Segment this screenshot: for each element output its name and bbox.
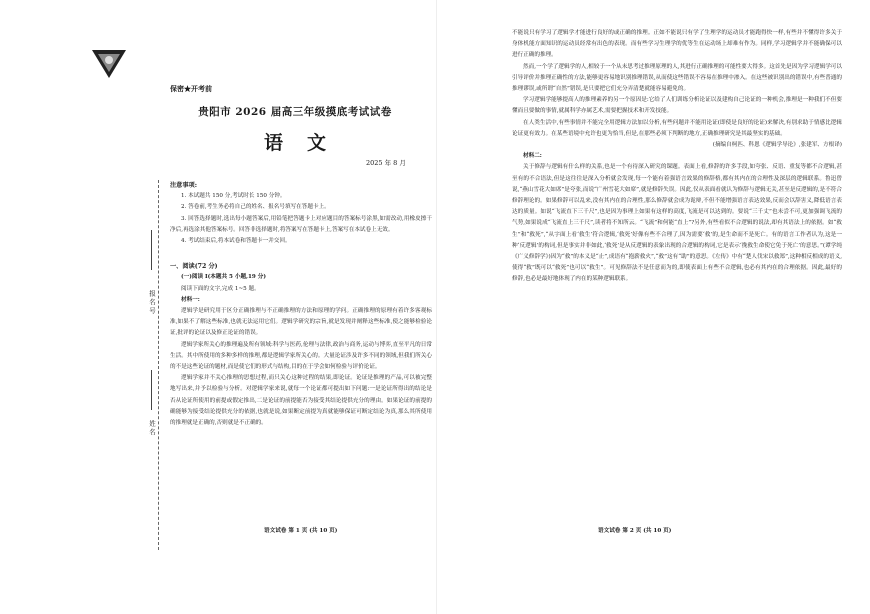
note-item: 1. 本试题共 150 分,考试时长 150 分钟。 xyxy=(181,193,286,200)
material-label: 材料一: xyxy=(181,296,200,303)
paragraph: 逻辑学是研究用于区分正确推理与不正确推理的方法和原理的学问。正确推理的原理有着许多客观标准,如果不了解这些标准,也就无法运用它们。逻辑学研究的宗旨,就是发现并阐释这些标准,使之能够检验论证,批评的论证以及修正论证的错误。 xyxy=(170,308,432,337)
paragraph: 在人类生活中,有些事情并不能完全用逻辑方法加以分析,有些问题并不能用论证(即使是良好的论证)来解决,有别求助于情感比逻辑论证更有效力。在某些语境中允许也更为恰当,但是,在那些必须下判断的地方,正确推理研究是其最坚实的基础。 xyxy=(512,119,842,137)
name-label: 姓名 xyxy=(148,420,156,437)
paragraph: 不能说只有学习了逻辑学才能进行良好的或正确的推理。正如不能说只有学了生理学的运动员才能跑得快一样,有些并不懂得许多关于身体机能方面知识的运动员经常有出色的表现。而有些学习生理学的优等生在运动场上却难有作为。同样,学习逻辑学并不能确保可以进行正确的推理。 xyxy=(512,30,842,59)
note-item: 3. 回答选择题时,选出每小题答案后,用铅笔把答题卡上对应题目的答案标号涂黑,如需改动,用橡皮擦干净后,再选涂其他答案标号。回答非选择题时,将答案写在答题卡上,答案写在本试卷上无效。 xyxy=(170,215,432,233)
material-label: 材料二: xyxy=(523,153,542,160)
instruction: 阅读下面的文字,完成 1~5 题。 xyxy=(181,285,260,292)
binding-line xyxy=(158,180,159,550)
page-footer: 语文试卷 第 2 页 (共 10 页) xyxy=(598,528,672,534)
school-emblem-icon xyxy=(92,46,126,80)
paragraph: 学习逻辑学能够提高人的推理素养的另一个原因是:它给了人们训练分析论证以及建构自己论证的一种机会,推理是一种我们不但要懂而且要做的事情,就属科学亦属艺术,需要把握技术和开发技能。 xyxy=(512,97,842,115)
note-item: 2. 答卷前,考生务必将自己的姓名、报名号填写在答题卡上。 xyxy=(181,204,330,211)
confidential-label: 保密★开考前 xyxy=(170,84,212,93)
paragraph: 逻辑学家并不关心推理的思想过程,而只关心这种过程的结果,即论证。论证是推理的产品,可以被完整地写出来,并予以检验与分析。对逻辑学家来说,就每一个论证都可提出如下问题:一是论证所得出的结论是否从论证所使用的前提或假定推出,二是论证的前提能否为接受其结论提供充分的理由。如果论证的前提的确能够为接受结论提供充分的依据,也就是说,如果断定前提为真就能够保证可断定结论为真,那么其所使用的推理就是正确的,否则就是不正确的。 xyxy=(170,375,432,427)
note-item: 4. 考试结束后,将本试卷和答题卡一并交回。 xyxy=(181,238,291,245)
subject-title: 语文 xyxy=(263,132,350,154)
exam-page-2 xyxy=(436,0,870,614)
registration-number-label: 报名号 xyxy=(148,290,156,316)
paragraph: 关于修辞与逻辑有什么样的关系,也是一个有待深入研究的课题。表面上看,修辞的许多手段,如夸张、反语、重复等都不合逻辑,甚至有的不合语法,但是这往往是深入分析就会发现,每一个能有着强语言效果的修辞格,都有其内在的合理性及深层的逻辑联系。鲁迅曾说,“燕山雪花大如席”是夸张,而说“广州雪花大如席”,就是修辞失误。因此,仅从表面看就认为修辞与逻辑无关,甚至是反逻辑的,是不符合修辞理论的。如果修辞可以乱来,没有其内在的合理性,那么修辞就会成为诡辩,不但不能增强语言表达效果,反而会以辞害义,降低语言表达的质量。如说“飞流直下三千尺”,也是因为事理上如果有这样的高度,飞流是可以达到的。要说“三千丈”也未尝不可,更加强调飞流的气势,如果说成“飞流直上三千尺”,读者将不知所云。“飞流”和何能“直上”?另外,有些看似不合逻辑的说法,却有其语法上的依据。如“救生”和“救死”,“从字面上看‘救生’符合逻辑,‘救死’好像有些不合理了,因为需要‘救’的,是生命而不是死亡。有的语言工作者认为,这是一种‘反逻辑’的构词,但是事实并非如此,‘救死’是从反逻辑的表象出现的合逻辑的构词,它是表示‘挽救生命使它免于死亡’的意思。”(谭学纯《广义修辞学》)因为“救”的本义是“止”,成语有“抱薪救火”,“救”这有“助”的意思。《左传》中有“楚人伐宋以救郑”,这种相反相成的语义,使得“救”既可以“救死”也可以“救生”。可见修辞法不是任意而为的,即使表面上有些不合逻辑,也必有其内在的合理依据。因此,最好的修辞,也必是最好地体现了内在的某种逻辑联系。 xyxy=(512,164,842,283)
notes-heading: 注意事项: xyxy=(170,182,198,189)
exam-date: 2025 年 8 月 xyxy=(366,159,406,167)
section-heading: 一、阅读(72 分) xyxy=(170,263,218,271)
source-citation: (摘编自柯匹、科恩《逻辑学导论》,张建军、方根译) xyxy=(712,142,842,149)
name-blank xyxy=(151,370,152,410)
subsection-heading: (一)阅读 I(本题共 5 小题,19 分) xyxy=(181,274,266,281)
page-footer: 语文试卷 第 1 页 (共 10 页) xyxy=(264,528,338,534)
paragraph: 然而,一个学了逻辑学的人,相较于一个从未思考过推理原理的人,其进行正确推理的可能性要大得多。这首先是因为学习逻辑学可以引导评价并推理正确性的方法,能够更容易地识别推理错误,从而使这些错误不容易在推理中渗入。在这些被识别出的错误中,有些普通的推理谬误,或所谓“自然”错误,是只要把它们充分弄清楚就能容易避免的。 xyxy=(512,63,842,93)
page1-content xyxy=(170,180,432,429)
registration-number-blank xyxy=(151,230,152,270)
paragraph: 逻辑学家所关心的推理遍及所有领域:科学与医药,伦理与法律,政治与商务,运动与博弈,直至平凡的日常生活。其中所使用的多种多样的推理,都是逻辑学家所关心的。大量论证涉及许多不同的领域,但我们所关心的不是这些论证的题材,而是使它们的形式与结构,目的在于学会如何检验与评价论证。 xyxy=(170,341,432,371)
page2-content xyxy=(512,28,842,286)
exam-title: 贵阳市 2026 届高三年级摸底考试试卷 xyxy=(198,106,392,118)
